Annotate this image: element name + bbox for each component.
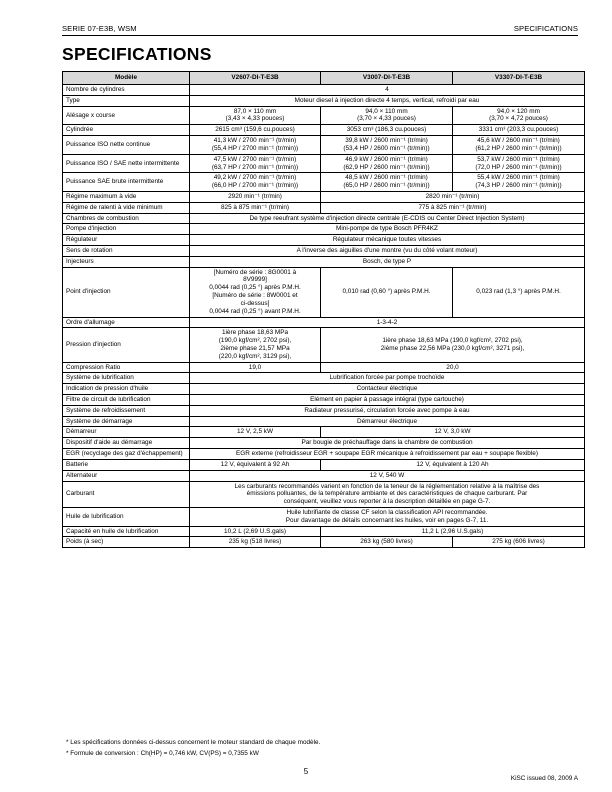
row-label: Puissance SAE brute intermittente <box>63 173 190 192</box>
table-cell: 12 V, 2,5 kW <box>190 427 321 438</box>
table-cell: 1ière phase 18,63 MPa (190,0 kgf/cm², 2702 psi), 2ième phase 22,56 MPa (230,0 kgf/cm², 3271 psi), <box>321 328 585 362</box>
table-cell: Bosch, de type P <box>190 256 585 267</box>
table-cell: 12 V, 3,0 kW <box>321 427 585 438</box>
row-label: Batterie <box>63 459 190 470</box>
row-label: Injecteurs <box>63 256 190 267</box>
table-cell: 1-3-4-2 <box>190 317 585 328</box>
table-cell: Par bougie de préchauffage dans la chambre de combustion <box>190 438 585 449</box>
row-label: Nombre de cylindres <box>63 85 190 96</box>
table-row <box>63 405 585 416</box>
row-label: Ordre d'allumage <box>63 317 190 328</box>
table-row <box>63 224 585 235</box>
table-row <box>63 449 585 460</box>
table-row <box>63 154 585 173</box>
table-row <box>63 328 585 362</box>
table-cell: Régulateur mécanique toutes vitesses <box>190 235 585 246</box>
page-number: 5 <box>303 767 309 776</box>
row-label: Cylindrée <box>63 125 190 136</box>
table-cell: 20,0 <box>321 362 585 373</box>
table-row <box>63 470 585 481</box>
table-row <box>63 317 585 328</box>
table-cell: 1ière phase 18,63 MPa (190,0 kgf/cm², 2702 psi), 2ième phase 21,57 MPa (220,0 kgf/cm², 3129 psi), <box>190 328 321 362</box>
table-row <box>63 191 585 202</box>
row-label: Carburant <box>63 481 190 507</box>
table-cell: 11,2 L (2,96 U.S.gals) <box>321 526 585 537</box>
table-row <box>63 202 585 213</box>
table-row <box>63 459 585 470</box>
table-cell: 47,5 kW / 2700 min⁻¹ (tr/min) (63,7 HP / 2700 min⁻¹ (tr/min)) <box>190 154 321 173</box>
table-cell: 775 à 825 min⁻¹ (tr/min) <box>321 202 585 213</box>
table-row <box>63 384 585 395</box>
table-cell: 0,010 rad (0,60 °) après P.M.H. <box>321 267 453 317</box>
column-header: V2607-DI-T-E3B <box>190 72 321 85</box>
table-cell: 10,2 L (2,69 U.S.gals) <box>190 526 321 537</box>
row-label: Pompe d'injection <box>63 224 190 235</box>
table-cell: Lubrification forcée par pompe trochoïde <box>190 373 585 384</box>
table-row <box>63 481 585 507</box>
footnote: * Formule de conversion : Ch(HP) = 0,746 kW, CV(PS) = 0,7355 kW <box>66 749 259 757</box>
table-body <box>63 85 585 548</box>
column-header: Modèle <box>63 72 190 85</box>
table-row <box>63 438 585 449</box>
row-label: Alternateur <box>63 470 190 481</box>
row-label: Chambres de combustion <box>63 213 190 224</box>
table-cell: Contacteur électrique <box>190 384 585 395</box>
row-label: Système de démarrage <box>63 416 190 427</box>
table-cell: 825 à 875 min⁻¹ (tr/min) <box>190 202 321 213</box>
table-cell: 46,9 kW / 2600 min⁻¹ (tr/min) (62,9 HP / 2600 min⁻¹ (tr/min)) <box>321 154 453 173</box>
row-label: Capacité en huile de lubrification <box>63 526 190 537</box>
table-cell: Les carburants recommandés varient en fonction de la teneur de la réglementation relative à la maîtrise des émissions polluantes, de la température ambiante et des caractéristiques de chaque carburant. Par conséquent, veuillez vous reporter à la description détaillée en page G-7. <box>190 481 585 507</box>
table-row <box>63 246 585 257</box>
row-label: Système de refroidissement <box>63 405 190 416</box>
table-row <box>63 427 585 438</box>
row-label: Alésage x course <box>63 106 190 125</box>
row-label: Dispositif d'aide au démarrage <box>63 438 190 449</box>
table-cell: 39,8 kW / 2600 min⁻¹ (tr/min) (53,4 HP / 2600 min⁻¹ (tr/min)) <box>321 136 453 155</box>
row-label: Puissance ISO nette continue <box>63 136 190 155</box>
row-label: EGR (recyclage des gaz d'échappement) <box>63 449 190 460</box>
table-cell: 4 <box>190 85 585 96</box>
table-cell: 53,7 kW / 2600 min⁻¹ (tr/min) (72,0 HP / 2600 min⁻¹ (tr/min)) <box>453 154 585 173</box>
table-cell: 263 kg (580 livres) <box>321 537 453 548</box>
row-label: Sens de rotation <box>63 246 190 257</box>
issue-note: KiSC issued 08, 2009 A <box>510 775 578 782</box>
table-cell: 275 kg (606 livres) <box>453 537 585 548</box>
table-row <box>63 213 585 224</box>
row-label: Régulateur <box>63 235 190 246</box>
row-label: Filtre de circuit de lubrification <box>63 395 190 406</box>
table-cell: A l'inverse des aiguilles d'une montre (vu du côté volant moteur) <box>190 246 585 257</box>
row-label: Huile de lubrification <box>63 507 190 526</box>
table-header-row <box>63 72 585 85</box>
table-cell: Elément en papier à passage intégral (type cartouche) <box>190 395 585 406</box>
table-cell: 41,3 kW / 2700 min⁻¹ (tr/min) (55,4 HP / 2700 min⁻¹ (tr/min)) <box>190 136 321 155</box>
table-cell: Mini-pompe de type Bosch PFR4KZ <box>190 224 585 235</box>
row-label: Type <box>63 95 190 106</box>
table-row <box>63 125 585 136</box>
row-label: Régime maximum à vide <box>63 191 190 202</box>
table-cell: 45,6 kW / 2600 min⁻¹ (tr/min) (61,2 HP / 2600 min⁻¹ (tr/min)) <box>453 136 585 155</box>
table-cell: 3331 cm³ (203,3 cu.pouces) <box>453 125 585 136</box>
table-cell: 12 V, 540 W <box>190 470 585 481</box>
table-cell: 235 kg (518 livres) <box>190 537 321 548</box>
table-row <box>63 416 585 427</box>
table-row <box>63 537 585 548</box>
footnotes <box>66 738 320 759</box>
table-row <box>63 95 585 106</box>
table-cell: 94,0 × 110 mm (3,70 × 4,33 pouces) <box>321 106 453 125</box>
header-divider <box>62 35 578 36</box>
table-cell: 2820 min⁻¹ (tr/min) <box>321 191 585 202</box>
row-label: Pression d'injection <box>63 328 190 362</box>
table-cell: 2615 cm³ (159,6 cu.pouces) <box>190 125 321 136</box>
header-series: SERIE 07-E3B, WSM <box>62 24 137 33</box>
table-cell: [Numéro de série : 8G0001 à 8V9999] 0,0044 rad (0,25 °) après P.M.H. [Numéro de série : 8W0001 et ci-dessus] 0,0044 rad (0,25 °) avant P.M.H. <box>190 267 321 317</box>
table-cell: 19,0 <box>190 362 321 373</box>
table-cell: Huile lubrifiante de classe CF selon la classification API recommandée. Pour davantage de détails concernant les huiles, voir en pages G-7, 11. <box>190 507 585 526</box>
header-section: SPECIFICATIONS <box>513 24 578 33</box>
table-cell: 12 V, équivalent à 92 Ah <box>190 459 321 470</box>
row-label: Poids (à sec) <box>63 537 190 548</box>
table-cell: 3053 cm³ (186,3 cu.pouces) <box>321 125 453 136</box>
row-label: Point d'injection <box>63 267 190 317</box>
column-header: V3007-DI-T-E3B <box>321 72 453 85</box>
specifications-table <box>62 71 585 548</box>
table-cell: 49,2 kW / 2700 min⁻¹ (tr/min) (66,0 HP / 2700 min⁻¹ (tr/min)) <box>190 173 321 192</box>
table-row <box>63 235 585 246</box>
footnote: * Les spécifications données ci-dessus concernent le moteur standard de chaque modèle. <box>66 739 321 746</box>
table-cell: 0,023 rad (1,3 °) après P.M.H. <box>453 267 585 317</box>
table-row <box>63 373 585 384</box>
table-cell: Radiateur pressurisé, circulation forcée avec pompe à eau <box>190 405 585 416</box>
row-label: Compression Ratio <box>63 362 190 373</box>
row-label: Indication de pression d'huile <box>63 384 190 395</box>
table-cell: Moteur diesel à injection directe 4 temps, vertical, refroidi par eau <box>190 95 585 106</box>
row-label: Démarreur <box>63 427 190 438</box>
table-cell: 48,5 kW / 2600 min⁻¹ (tr/min) (65,0 HP / 2600 min⁻¹ (tr/min)) <box>321 173 453 192</box>
page-title: SPECIFICATIONS <box>62 44 212 64</box>
table-row <box>63 136 585 155</box>
table-row <box>63 507 585 526</box>
row-label: Régime de ralenti à vide minimum <box>63 202 190 213</box>
table-cell: De type reeufrant système d'injection directe centrale (E-CDIS ou Center Direct Injection System) <box>190 213 585 224</box>
column-header: V3307-DI-T-E3B <box>453 72 585 85</box>
table-row <box>63 173 585 192</box>
table-row <box>63 256 585 267</box>
table-cell: 12 V, équivalent à 120 Ah <box>321 459 585 470</box>
table-row <box>63 526 585 537</box>
table-row <box>63 362 585 373</box>
table-cell: EGR externe (refroidisseur EGR + soupape EGR mécanique à refroidissement par eau + soupape flexible) <box>190 449 585 460</box>
row-label: Système de lubrification <box>63 373 190 384</box>
table-row <box>63 395 585 406</box>
table-cell: 55,4 kW / 2600 min⁻¹ (tr/min) (74,3 HP / 2600 min⁻¹ (tr/min)) <box>453 173 585 192</box>
table-cell: 2920 min⁻¹ (tr/min) <box>190 191 321 202</box>
table-cell: 94,0 × 120 mm (3,70 × 4,72 pouces) <box>453 106 585 125</box>
row-label: Puissance ISO / SAE nette intermittente <box>63 154 190 173</box>
table-row <box>63 267 585 317</box>
table-row <box>63 106 585 125</box>
table-row <box>63 85 585 96</box>
table-cell: 87,0 × 110 mm (3,43 × 4,33 pouces) <box>190 106 321 125</box>
table-cell: Démarreur électrique <box>190 416 585 427</box>
